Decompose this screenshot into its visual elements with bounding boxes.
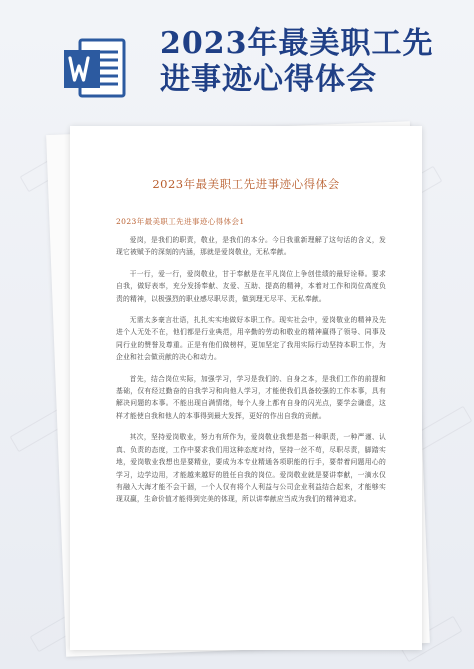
paragraph: 无需太多豪言壮语，扎扎实实地做好本职工作。现实社会中，爱岗敬业的精神及先进个人无处不在，他们都是行业典范，用辛勤的劳动和敬业的精神赢得了领导、同事及同行业的赞誉及尊重。正是有他们做榜样，更加坚定了我用实际行动坚持本职工作，为企业和社会做贡献的决心和动力。: [116, 316, 386, 362]
section-title: 2023年最美职工先进事迹心得体会1: [116, 217, 245, 226]
paragraph: 首先，结合岗位实际，加强学习，学习是我们的、自身之本，是我们工作的前提和基础，仅有经过勤奋的自我学习和向他人学习，才能使我们具备较强的工作本事，具有解决问题的本事。不能出现自满情绪，每个人身上都有自身的闪光点，要学会谦虚，这样才能使自我和他人的本事得到最大发挥，更好的作出自我的贡献。: [116, 374, 386, 420]
document-body: [116, 234, 386, 515]
word-doc-icon: [62, 36, 128, 100]
paragraph: 爱岗，是我们的职责，敬业，是我们的本分。今日我重新理解了这句话的含义，发现它被赋予的深刻的内涵，那就是爱岗敬业，无私奉献。: [116, 236, 386, 257]
header: [0, 0, 474, 130]
paragraph: 其次，坚持爱岗敬业，努力有所作为，爱岗敬业我想是指一种职责，一种严谨、认真、负责的态度，工作中要求我们用这种态度对待，坚持一丝不苟，尽职尽责，脚踏实地，爱岗敬业我想也是要精业，要成为本专业精通各项职能的行手，要带着问题用心的学习，边学边用，才能越来越好的胜任自我的岗位。爱岗敬业就是要讲奉献，一滴水仅有融入大海才能不会干涸，一个人仅有将个人利益与公司企业利益结合起来，才能够实现双赢，生命价值才能得到完美的体现，所以讲奉献应当成为我们的精神追求。: [116, 433, 386, 504]
document-page: [70, 126, 422, 650]
header-title: 2023年最美职工先进事迹心得体会: [160, 26, 434, 97]
document-title: 2023年最美职工先进事迹心得体会: [152, 177, 340, 191]
paragraph: 干一行，爱一行，爱岗敬业，甘于奉献是在平凡岗位上争创佳绩的最好诠释。要求自我，做好表率，充分发扬奉献、友爱、互助、提高的精神，本着对工作和岗位高度负责的精神，以极强烈的职业感尽职尽责，做到理无尽平、无私奉献。: [116, 269, 386, 303]
